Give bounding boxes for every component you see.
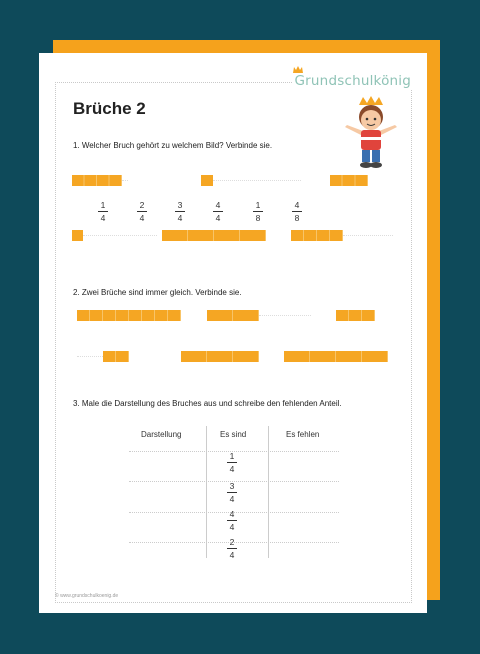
page-title: Brüche 2 bbox=[73, 99, 146, 118]
fraction-bar-q2-e bbox=[181, 351, 259, 362]
fraction-q1-6: 4 8 bbox=[290, 200, 304, 223]
fraction-bar-q2-a bbox=[77, 310, 181, 321]
table-divider bbox=[206, 426, 207, 558]
fraction-q1-4: 4 4 bbox=[211, 200, 225, 223]
fraction-bar-empty bbox=[83, 235, 157, 237]
table-fraction-2: 3 4 bbox=[225, 481, 239, 504]
fraction-q1-3: 3 4 bbox=[173, 200, 187, 223]
fraction-bar-q2-c bbox=[336, 310, 375, 321]
copyright-footer: © www.grundschulkoenig.de bbox=[55, 593, 119, 599]
fraction-bar-q1-e bbox=[162, 230, 266, 241]
fraction-bar-empty bbox=[77, 356, 103, 358]
table-fraction-4: 2 4 bbox=[225, 537, 239, 560]
table-fraction-3: 4 4 bbox=[225, 509, 239, 532]
fraction-bar-q1-b bbox=[201, 175, 213, 186]
fraction-bar-q1-c bbox=[330, 175, 368, 186]
question-3: 3. Male die Darstellung des Bruches aus und schreibe den fehlenden Anteil. bbox=[73, 399, 342, 408]
crown-icon bbox=[293, 66, 303, 73]
table-fraction-1: 1 4 bbox=[225, 451, 239, 474]
column-header-es-fehlen: Es fehlen bbox=[286, 430, 320, 439]
fraction-bar-q2-d bbox=[103, 351, 129, 362]
fraction-q1-1: 1 4 bbox=[96, 200, 110, 223]
fraction-q1-2: 2 4 bbox=[135, 200, 149, 223]
question-1: 1. Welcher Bruch gehört zu welchem Bild? Verbinde sie. bbox=[73, 141, 273, 150]
brand-logo bbox=[293, 73, 413, 89]
column-header-es-sind: Es sind bbox=[220, 430, 247, 439]
worksheet-page bbox=[39, 53, 427, 613]
fraction-bar-empty bbox=[213, 180, 301, 182]
fraction-q1-5: 1 8 bbox=[251, 200, 265, 223]
brand-name: Grundschulkönig bbox=[294, 73, 411, 89]
fraction-bar-empty bbox=[122, 180, 128, 182]
column-header-darstellung: Darstellung bbox=[141, 430, 182, 439]
fraction-bar-q2-b bbox=[207, 310, 259, 321]
question-2: 2. Zwei Brüche sind immer gleich. Verbinde sie. bbox=[73, 288, 242, 297]
fraction-bar-empty bbox=[259, 315, 311, 317]
fraction-bar-q2-f bbox=[284, 351, 388, 362]
table-divider bbox=[268, 426, 269, 558]
fraction-bar-empty bbox=[343, 235, 393, 237]
fraction-bar-q1-a bbox=[72, 175, 122, 186]
king-mascot-illustration bbox=[343, 95, 399, 169]
fraction-bar-q1-d bbox=[72, 230, 83, 241]
fraction-bar-q1-f bbox=[291, 230, 343, 241]
